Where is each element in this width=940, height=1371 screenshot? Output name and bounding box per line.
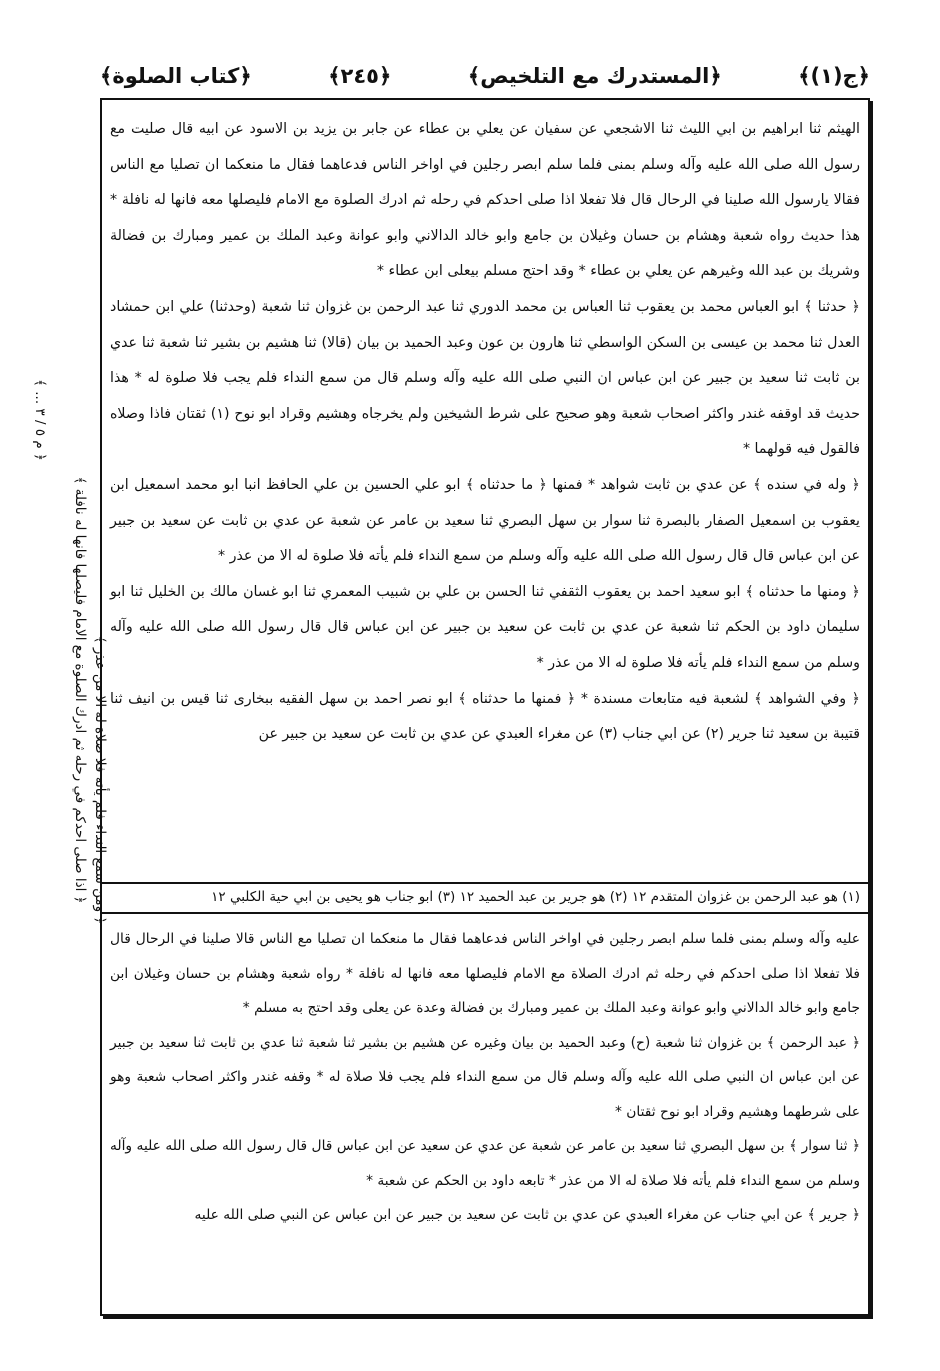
margin-text: ﴿ ومن سمع النداء فلم يأته فلا صلاة له الا من عذر ﴾ <box>92 635 108 925</box>
divider <box>102 882 868 884</box>
paragraph: الهيثم ثنا ابراهيم بن ابي الليث ثنا الاشجعي عن سفيان عن يعلي بن عطاء عن جابر بن يزيد بن الاسود عن ابيه قال صليت مع رسول الله صلى الله عليه وآله وسلم بمنى فلما سلم ابصر رجلين في اواخر الناس فدعاهما فقال ما منعكما ان تصليا مع الناس فقالا يارسول الله صلينا في الرحال قال فلا تفعلا اذا صلى احدكم في رحله ثم ادرك الصلوة مع الامام فليصلها معه فانها له نافلة * هذا حديث رواه شعبة وهشام بن حسان وغيلان بن جامع وابو خالد الدالاني وابو عوانة وعبد الملك بن عمير ومبارك بن فضالة وشريك بن عبد الله وغيرهم عن يعلي بن عطاء * وقد احتج مسلم بيعلى ابن عطاء * <box>110 121 860 280</box>
paragraph: ﴿ وله في سنده ﴾ عن عدي بن ثابت شواهد * فمنها ﴿ ما حدثناه ﴾ ابو علي الحسين بن علي الحافظ انبا ابو محمد اسمعيل ابن يعقوب بن اسمعيل الصفار بالبصرة ثنا سوار بن سهل البصري ثنا سعيد بن عامر عن شعبة عن عدي بن ثابت عن سعيد بن جبير عن ابن عباس قال قال رسول الله صلى الله عليه وآله وسلم من سمع النداء فلم يأته فلا صلوة له الا من عذر * <box>110 476 860 565</box>
page-number: ﴿٢٤٥﴾ <box>328 64 392 88</box>
paragraph: ﴿ ومنها ما حدثناه ﴾ ابو سعيد احمد بن يعقوب الثقفي ثنا الحسن بن علي بن شبيب المعمري ثنا ابو غسان مالك بن الخليل ثنا ابو سليمان داود بن الحكم ثنا شعبة عن عدي بن ثابت عن سعيد بن جبير عن ابن عباس قال قال رسول الله صلى الله عليه وآله وسلم من سمع النداء فلم يأته فلا صلوة له الا من عذر * <box>110 583 860 671</box>
margin-note-far <box>20 0 60 1371</box>
volume-label: ﴿ج(١)﴾ <box>798 64 870 88</box>
book-title: ﴿المستدرك مع التلخيص﴾ <box>467 64 722 88</box>
summary-paragraph: عليه وآله وسلم بمنى فلما سلم ابصر رجلين في اواخر الناس فدعاهما فقال ما منعكما ان تصليا مع الناس قالا صلينا في الرحال قال فلا تفعلا اذا صلى احدكم في رحله ثم ادرك الصلاة مع الامام فليصلها معه فانها له نافلة * رواه شعبة وهشام بن حسان وغيلان ابن جامع وابو خالد الدالاني وابو عوانة وعبد الملك بن عمير ومبارك بن فضالة وعدة عن يعلى وقد احتج به مسلم * <box>110 931 860 1016</box>
chapter-title: ﴿كتاب الصلوة﴾ <box>100 64 252 88</box>
divider <box>102 912 868 914</box>
margin-text: ﴿ م ٥ / ٣ ... ﴾ <box>32 379 48 461</box>
page-frame <box>100 98 870 1316</box>
paragraph: ﴿ حدثنا ﴾ ابو العباس محمد بن يعقوب ثنا العباس بن محمد الدوري ثنا عبد الرحمن بن غزوان ثنا شعبة (وحدثنا) علي ابن حمشاد العدل ثنا محمد بن عيسى بن السكن الواسطي ثنا هارون بن عون وعبد الحميد بن بيان (قالا) ثنا هشيم بن بشير ثنا شعبة ثنا عدي بن ثابت ثنا سعيد بن جبير عن ابن عباس ان النبي صلى الله عليه وآله وسلم قال من سمع النداء فلم يجب فلا صلوة له * هذا حديث قد اوقفه غندر واكثر اصحاب شعبة وهو صحيح على شرط الشيخين ولم يخرجاه وهشيم وقراد ابو نوح (١) ثقتان فاذا وصلاه فالقول فيه قولهما * <box>110 298 860 458</box>
paragraph: ﴿ وفي الشواهد ﴾ لشعبة فيه متابعات مسندة * ﴿ فمنها ما حدثناه ﴾ ابو نصر احمد بن سهل الفقيه ببخارى ثنا قيس بن انيف ثنا قتيبة بن سعيد ثنا جرير (٢) عن ابي جناب (٣) عن مغراء العبدي عن عدي بن ثابت عن سعيد بن جبير عن <box>110 690 860 743</box>
footnotes: (١) هو عبد الرحمن بن غزوان المتقدم ١٢ (٢) هو جرير بن عبد الحميد ١٢ (٣) ابو جناب هو يحيى بن ابي حية الكلبي ١٢ <box>211 889 860 905</box>
margin-text: ﴿ اذا صلى احدكم في رحله ثم ادرك الصلوة مع الامام فليصلها فانها له نافلة ﴾ <box>72 476 88 904</box>
margin-note-lower <box>60 0 108 1371</box>
summary-paragraph: ﴿ جرير ﴾ عن ابي جناب عن مغراء العبدي عن عدي بن ثابت عن سعيد بن جبير عن ابن عباس عن النبي صلى الله عليه <box>194 1207 860 1223</box>
page-header <box>100 58 870 94</box>
summary-paragraph: ﴿ عبد الرحمن ﴾ بن غزوان ثنا شعبة (ح) وعبد الحميد بن بيان وغيره عن هشيم بن بشير ثنا شعبة ثنا عدي بن ثابت ثنا سعيد بن جبير عن ابن عباس ان النبي صلى الله عليه وآله وسلم قال من سمع النداء فلم يجب فلا صلاة له * وقفه غندر واكثر اصحاب شعبة وهو على شرطهما وهشيم وقراد ابو نوح ثقتان * <box>110 1034 860 1120</box>
summary-text <box>110 922 860 1302</box>
main-text <box>110 112 860 882</box>
summary-paragraph: ﴿ ثنا سوار ﴾ بن سهل البصري ثنا سعيد بن عامر عن شعبة عن عدي عن سعيد عن ابن عباس قال قال رسول الله صلى الله عليه وآله وسلم من سمع النداء فلم يأته فلا صلاة له الا من عذر * تابعه داود بن الحكم عن شعبة * <box>110 1138 860 1189</box>
